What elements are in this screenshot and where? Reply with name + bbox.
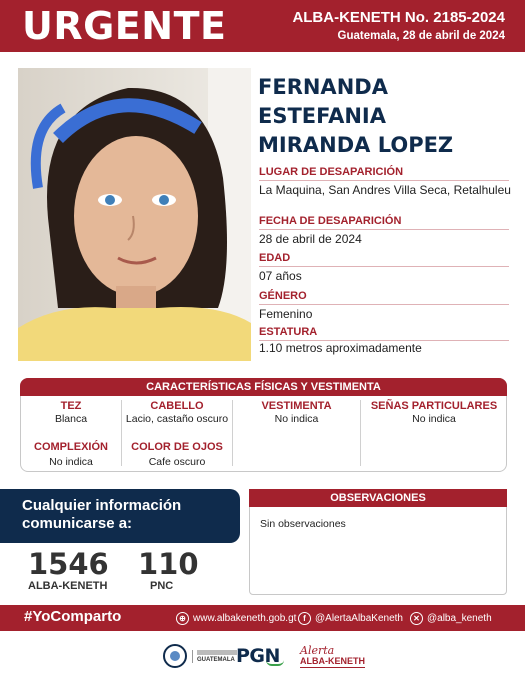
guatemala-text: GUATEMALA <box>197 656 235 663</box>
person-name <box>258 73 518 160</box>
particular-marks-label: SEÑAS PARTICULARES <box>370 400 498 412</box>
age-label: EDAD <box>259 252 291 264</box>
alert-number: ALBA-KENETH No. 2185-2024 <box>292 9 505 26</box>
disappearance-place-label: LUGAR DE DESAPARICIÓN <box>259 166 404 178</box>
divider <box>121 400 122 466</box>
eye-color-label: COLOR DE OJOS <box>131 441 223 453</box>
height-value: 1.10 metros aproximadamente <box>259 341 422 355</box>
pnc-phone[interactable]: 110 <box>138 547 199 581</box>
person-name-line-2: ESTEFANIA <box>258 104 386 128</box>
height-label: ESTATURA <box>259 326 318 338</box>
divider <box>259 266 509 267</box>
facebook-icon: f <box>298 612 311 625</box>
pgn-text: PGN <box>236 645 280 667</box>
disappearance-date-label: FECHA DE DESAPARICIÓN <box>259 215 402 227</box>
alerta-text: Alerta <box>300 643 335 657</box>
alba-keneth-phone-label: ALBA-KENETH <box>28 580 108 592</box>
gender-value: Femenino <box>259 307 313 321</box>
pgn-logo <box>236 640 284 672</box>
skin-label: TEZ <box>60 400 82 412</box>
website-link[interactable] <box>176 611 296 625</box>
guatemala-gov-logo <box>162 640 236 672</box>
skin-value: Blanca <box>54 413 88 425</box>
x-icon: ✕ <box>410 612 423 625</box>
web-icon: ⊕ <box>176 612 189 625</box>
age-value: 07 años <box>259 269 302 283</box>
clothing-label: VESTIMENTA <box>261 400 332 412</box>
urgent-title: URGENTE <box>22 4 227 48</box>
missing-person-photo <box>18 68 251 361</box>
disappearance-date-value: 28 de abril de 2024 <box>259 232 362 246</box>
alert-location-date: Guatemala, 28 de abril de 2024 <box>337 30 505 42</box>
build-label: COMPLEXIÓN <box>34 441 108 453</box>
facebook-text: @AlertaAlbaKeneth <box>315 612 403 624</box>
divider <box>259 229 509 230</box>
build-value: No indica <box>49 456 93 468</box>
eye-color-value: Cafe oscuro <box>148 456 206 468</box>
person-name-line-1: FERNANDA <box>258 75 388 99</box>
twitter-text: @alba_keneth <box>427 612 492 624</box>
contact-text: Cualquier información comunicarse a: <box>22 497 182 532</box>
observations-title: OBSERVACIONES <box>249 489 507 507</box>
facebook-link[interactable] <box>298 611 403 625</box>
divider <box>259 304 509 305</box>
observations-text: Sin observaciones <box>260 518 346 530</box>
alerta-alba-keneth-logo <box>300 640 365 672</box>
hair-label: CABELLO <box>150 400 204 412</box>
hair-value: Lacio, castaño oscuro <box>125 413 229 425</box>
clothing-value: No indica <box>274 413 319 425</box>
divider <box>259 180 509 181</box>
alba-keneth-phone[interactable]: 1546 <box>28 547 109 581</box>
divider <box>360 400 361 466</box>
hashtag[interactable]: #YoComparto <box>24 608 122 625</box>
pnc-phone-label: PNC <box>150 580 174 592</box>
twitter-link[interactable] <box>410 611 492 625</box>
particular-marks-value: No indica <box>412 413 456 425</box>
gender-label: GÉNERO <box>259 290 307 302</box>
person-name-line-3: MIRANDA LOPEZ <box>258 133 454 157</box>
characteristics-title: CARACTERÍSTICAS FÍSICAS Y VESTIMENTA <box>20 378 507 396</box>
disappearance-place-value: La Maquina, San Andres Villa Seca, Retalhuleu <box>259 183 511 197</box>
seal-icon <box>162 642 188 670</box>
divider <box>232 400 233 466</box>
swoosh-icon <box>266 660 284 666</box>
website-text: www.albakeneth.gob.gt <box>193 612 297 624</box>
alba-keneth-logo-text: ALBA-KENETH <box>300 655 365 666</box>
